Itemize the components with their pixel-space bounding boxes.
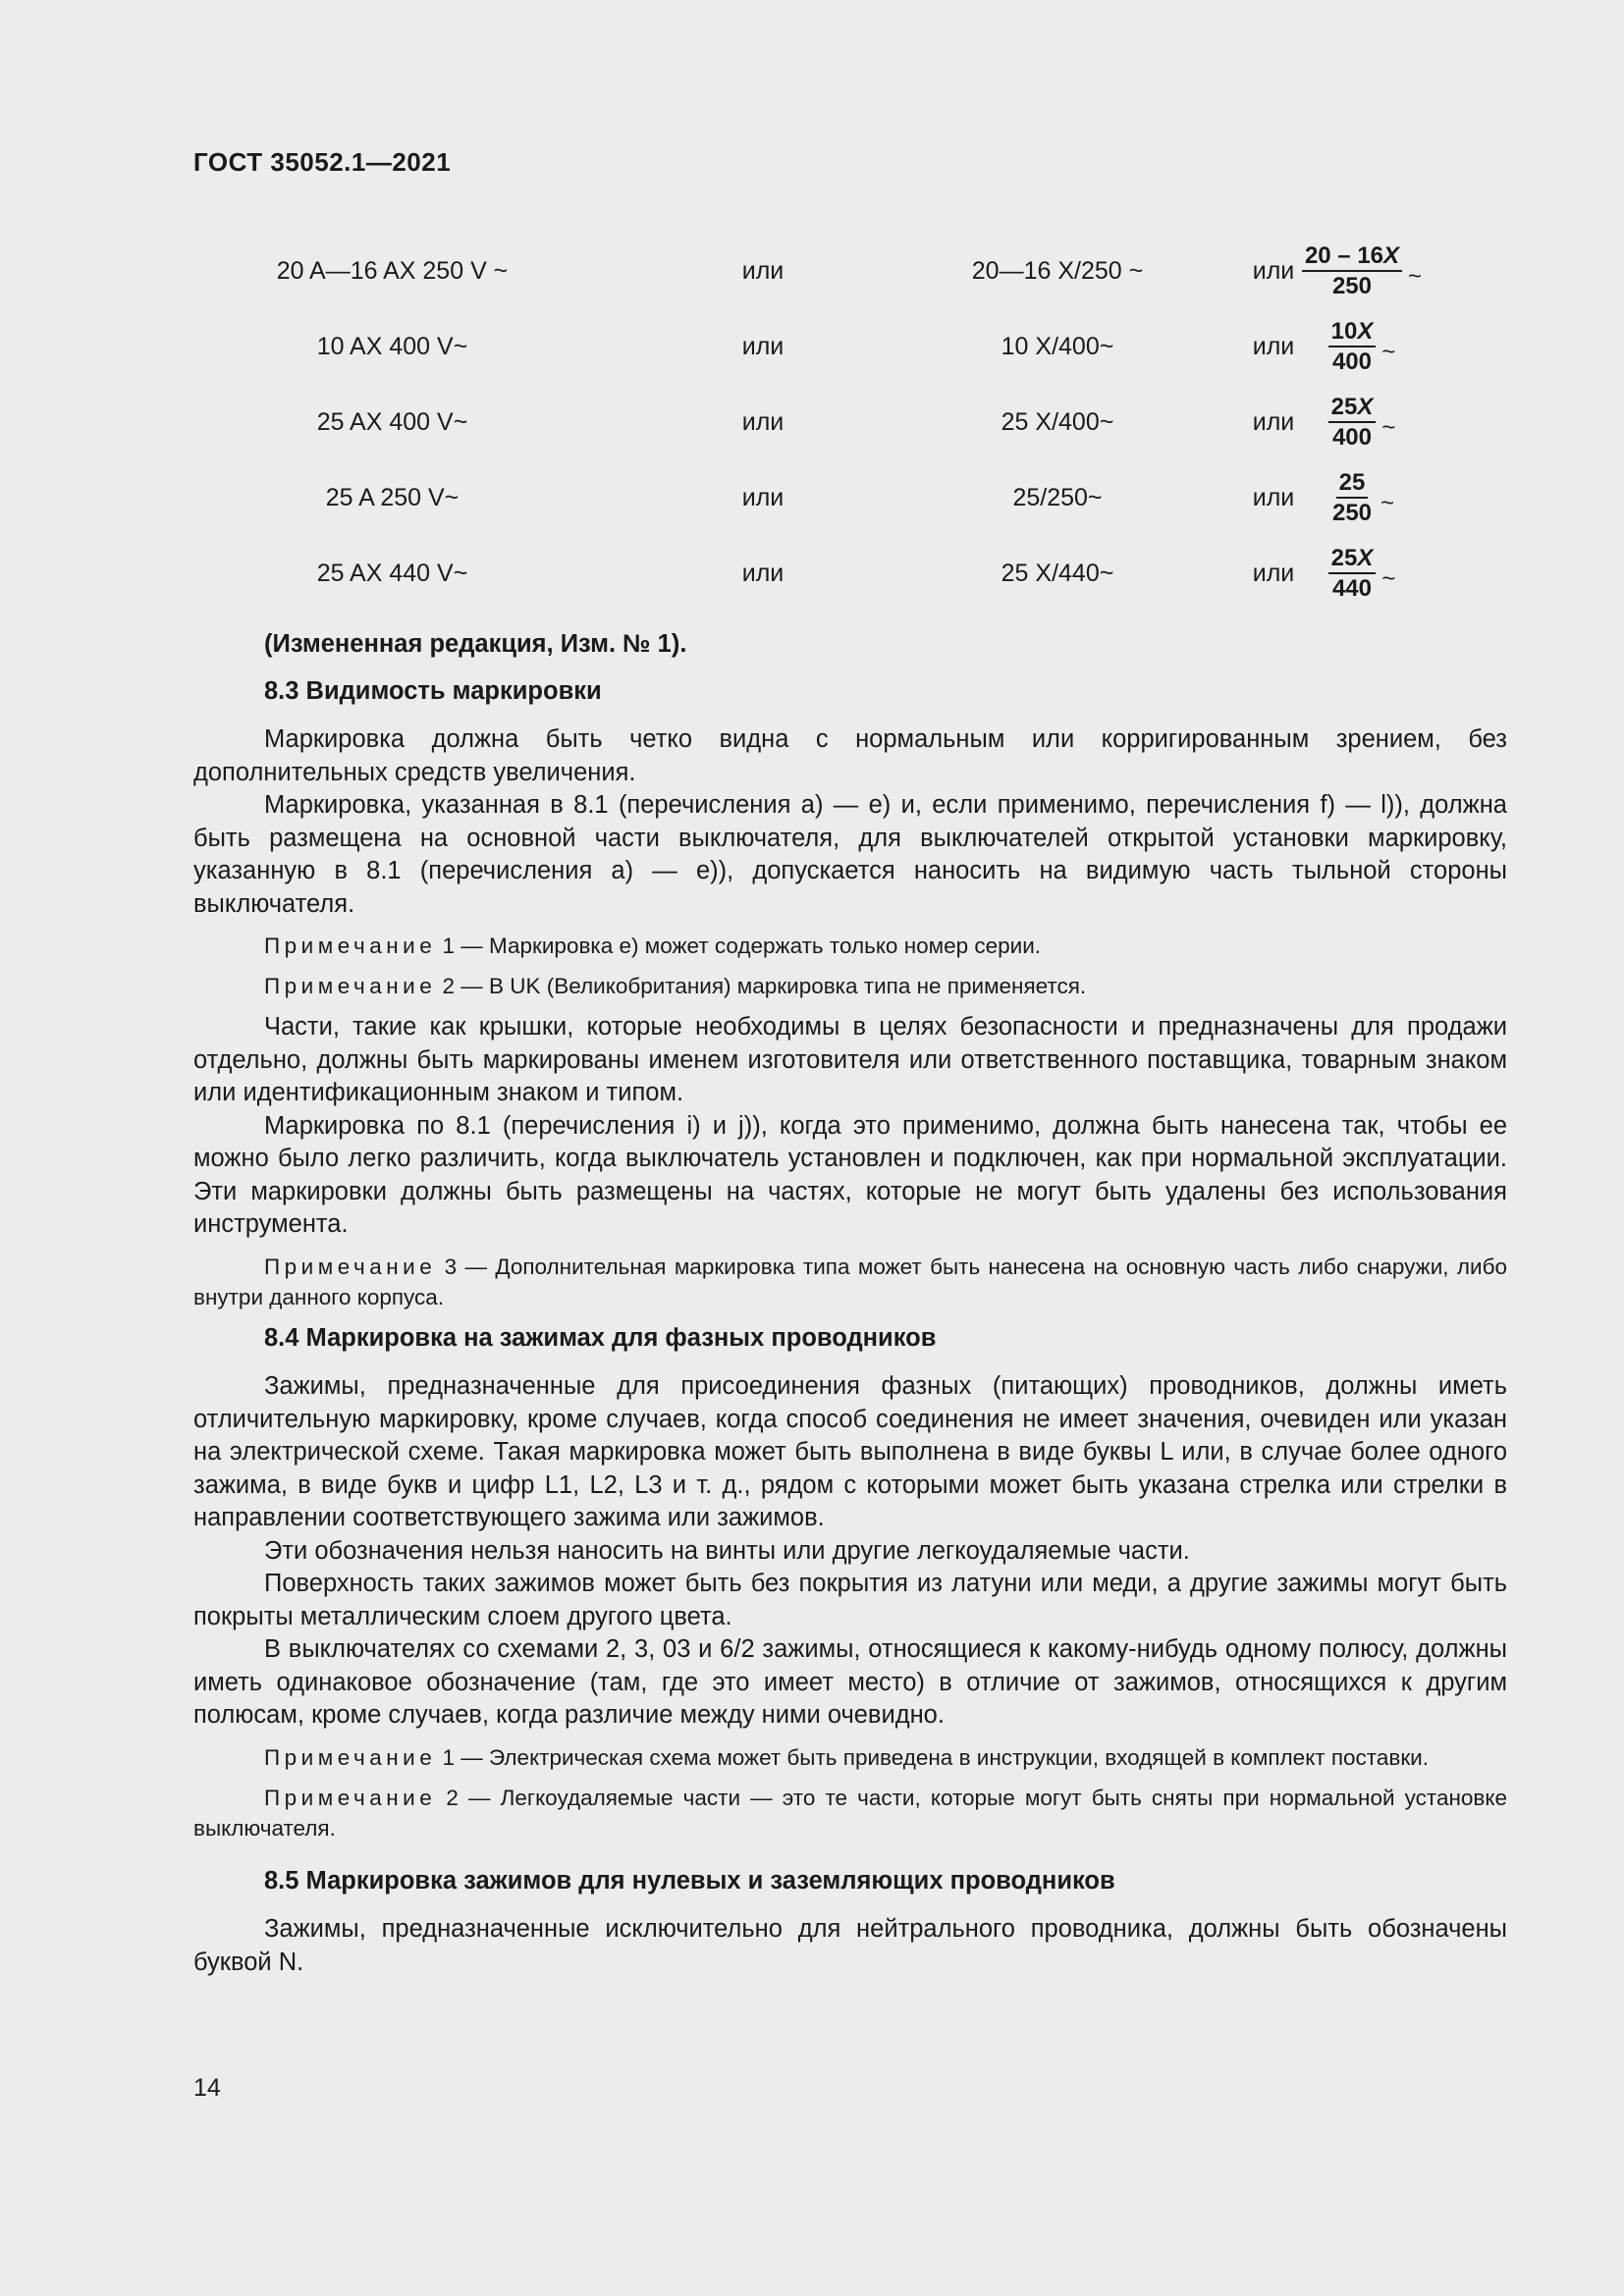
fraction-denominator: 400 xyxy=(1331,424,1372,451)
amendment-note: (Измененная редакция, Изм. № 1). xyxy=(264,630,687,658)
marking-short: 25 X/400~ xyxy=(1001,408,1114,436)
fraction-denominator: 400 xyxy=(1331,348,1372,375)
document-header: ГОСТ 35052.1—2021 xyxy=(193,147,452,177)
note xyxy=(193,971,1507,1001)
note-label: Примечание xyxy=(264,934,437,958)
ac-tilde: ~ xyxy=(1381,564,1396,592)
section-8-4-heading: 8.4 Маркировка на зажимах для фазных проводников xyxy=(264,1323,937,1352)
marking-full: 10 AX 400 V~ xyxy=(316,333,468,360)
fraction-denominator: 250 xyxy=(1331,273,1372,299)
marking-fraction xyxy=(1175,234,1548,309)
marking-row xyxy=(193,309,1509,385)
paragraph: Зажимы, предназначенные исключительно для нейтрального проводника, должны быть обозначены буквой N. xyxy=(193,1915,1507,1976)
ac-tilde: ~ xyxy=(1380,489,1395,516)
fraction-x-symbol: X xyxy=(1357,394,1374,420)
note-text: 3 — Дополнительная маркировка типа может быть нанесена на основную часть либо снаружи, либо внутри данного корпуса. xyxy=(193,1254,1507,1309)
marking-row xyxy=(193,536,1509,612)
fraction-numerator: 25 xyxy=(1330,545,1358,571)
document-body xyxy=(193,628,1507,1979)
ac-tilde: ~ xyxy=(1381,338,1396,365)
section-8-5-heading: 8.5 Маркировка зажимов для нулевых и заземляющих проводников xyxy=(264,1866,1115,1895)
marking-row xyxy=(193,460,1509,536)
note-label: Примечание xyxy=(264,1254,437,1279)
marking-table xyxy=(193,234,1509,612)
or-word: или xyxy=(741,560,785,587)
paragraph: В выключателях со схемами 2, 3, 03 и 6/2 зажимы, относящиеся к какому-нибудь одному полюсу, должны иметь одинаковое обозначение (там, где это имеет место) в отличие от зажимов, относящихся к другим полюсам, кроме случаев, когда различие между ними очевидно. xyxy=(193,1635,1507,1729)
note-text: 2 — В UK (Великобритания) маркировка типа не применяется. xyxy=(436,974,1087,998)
fraction-numerator: 25 xyxy=(1338,469,1366,496)
marking-short: 25 X/440~ xyxy=(1001,560,1114,587)
fraction-x-symbol: X xyxy=(1357,545,1374,571)
marking-short: 10 X/400~ xyxy=(1001,333,1114,360)
or-word: или xyxy=(741,333,785,360)
fraction-x-symbol: X xyxy=(1357,318,1374,345)
marking-row xyxy=(193,385,1509,460)
marking-full: 20 A—16 AX 250 V ~ xyxy=(276,257,509,285)
marking-full: 25 AX 440 V~ xyxy=(316,560,468,587)
note xyxy=(193,1252,1507,1312)
note-label: Примечание xyxy=(264,974,437,998)
paragraph: Эти обозначения нельзя наносить на винты или другие легкоудаляемые части. xyxy=(264,1536,1190,1565)
fraction-denominator: 250 xyxy=(1331,500,1373,526)
or-word: или xyxy=(741,484,785,511)
fraction-numerator: 10 xyxy=(1330,318,1358,345)
or-word: или xyxy=(1252,560,1295,587)
marking-fraction xyxy=(1175,309,1548,385)
marking-fraction xyxy=(1175,536,1548,612)
marking-short: 20—16 X/250 ~ xyxy=(971,257,1144,285)
note xyxy=(193,1783,1507,1843)
ac-tilde: ~ xyxy=(1381,413,1396,441)
note-text: 1 — Электрическая схема может быть приведена в инструкции, входящей в комплект поставки. xyxy=(436,1744,1429,1770)
or-word: или xyxy=(1252,257,1295,285)
or-word: или xyxy=(741,408,785,436)
or-word: или xyxy=(741,257,785,285)
paragraph: Поверхность таких зажимов может быть без покрытия из латуни или меди, а другие зажимы могут быть покрыты металлическим слоем другого цвета. xyxy=(193,1570,1507,1630)
paragraph: Зажимы, предназначенные для присоединения фазных (питающих) проводников, должны иметь отличительную маркировку, кроме случаев, когда способ соединения не имеет значения, очевиден или указан на электрической схеме. Такая маркировка может быть выполнена в виде буквы L или, в случае более одного зажима, в виде букв и цифр L1, L2, L3 и т. д., рядом с которыми может быть указана стрелка или стрелки в направлении соответствующего зажима или зажимов. xyxy=(193,1372,1507,1531)
or-word: или xyxy=(1252,408,1295,436)
paragraph: Маркировка по 8.1 (перечисления i) и j)), когда это применимо, должна быть нанесена так, чтобы ее можно было легко различить, когда выключатель установлен и подключен, как при нормальной эксплуатации. Эти маркировки должны быть размещены на частях, которые не могут быть удалены без использования инструмента. xyxy=(193,1111,1507,1238)
note-label: Примечание xyxy=(264,1744,437,1770)
paragraph: Части, такие как крышки, которые необходимы в целях безопасности и предназначены для продажи отдельно, должны быть маркированы именем изготовителя или ответственного поставщика, товарным знаком или идентификационным знаком и типом. xyxy=(193,1013,1507,1106)
fraction-numerator: 20 – 16 xyxy=(1304,242,1384,269)
fraction-x-symbol: X xyxy=(1383,242,1400,269)
marking-fraction xyxy=(1175,460,1548,536)
marking-fraction xyxy=(1175,385,1548,460)
or-word: или xyxy=(1252,333,1295,360)
fraction-denominator: 440 xyxy=(1331,575,1372,602)
paragraph: Маркировка, указанная в 8.1 (перечисления а) — е) и, если применимо, перечисления f) — l)), должна быть размещена на основной части выключателя, для выключателей открытой установки маркировку, указанную в 8.1 (перечисления а) — е)), допускается наносить на видимую часть тыльной стороны выключателя. xyxy=(193,791,1507,918)
section-8-3-heading: 8.3 Видимость маркировки xyxy=(264,676,602,705)
page-number: 14 xyxy=(193,2074,221,2102)
note-text: 1 — Маркировка е) может содержать только номер серии. xyxy=(436,934,1042,958)
marking-full: 25 A 250 V~ xyxy=(325,484,460,511)
marking-full: 25 AX 400 V~ xyxy=(316,408,468,436)
note-label: Примечание xyxy=(264,1785,437,1810)
note-text: 2 — Легкоудаляемые части — это те части, которые могут быть сняты при нормальной установке выключателя. xyxy=(193,1785,1507,1841)
fraction-numerator: 25 xyxy=(1330,394,1358,420)
note xyxy=(193,1742,1507,1773)
marking-row xyxy=(193,234,1509,309)
paragraph: Маркировка должна быть четко видна с нормальным или корригированным зрением, без дополнительных средств увеличения. xyxy=(193,725,1507,786)
or-word: или xyxy=(1252,484,1295,511)
ac-tilde: ~ xyxy=(1408,262,1423,290)
marking-short: 25/250~ xyxy=(1012,484,1103,511)
note xyxy=(193,931,1507,961)
